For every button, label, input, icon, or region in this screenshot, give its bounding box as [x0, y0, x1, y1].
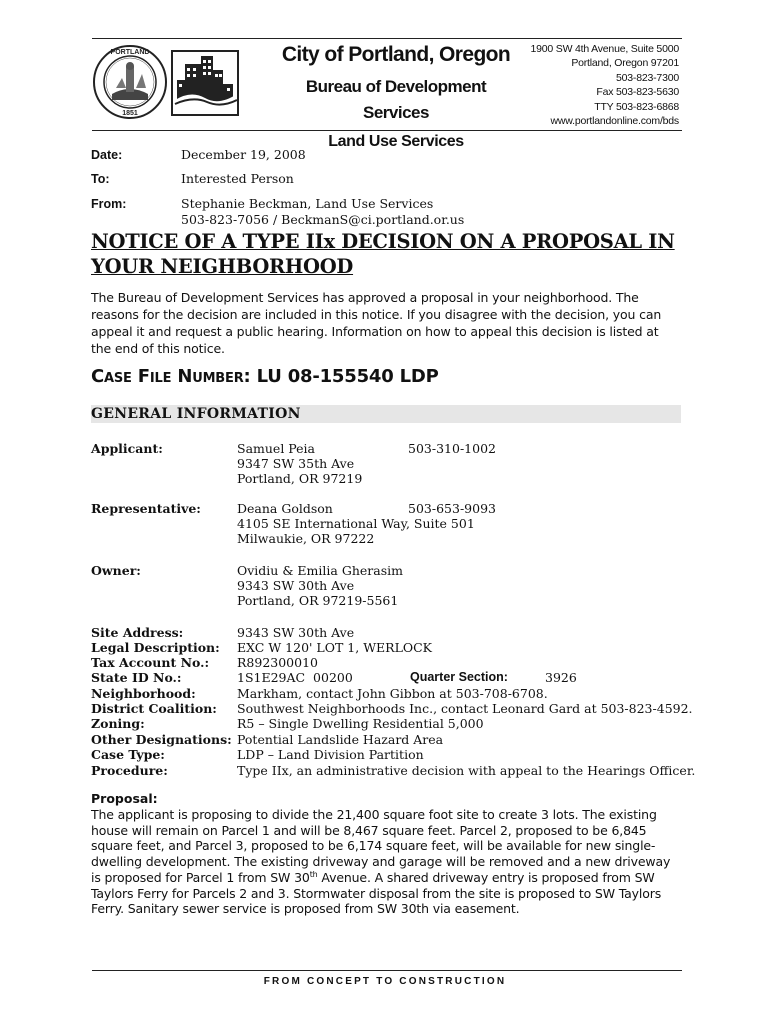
owner-label: Owner: [91, 563, 141, 578]
footer-rule [92, 970, 682, 971]
other-designations-value: Potential Landslide Hazard Area [237, 732, 444, 747]
division-title: Land Use Services [328, 133, 464, 150]
website-link[interactable]: www.portlandonline.com/bds [550, 115, 679, 128]
state-id-label: State ID No.: [91, 670, 182, 685]
case-file-number [91, 366, 439, 387]
representative-address-2: Milwaukie, OR 97222 [237, 531, 375, 546]
from-value-line1: Stephanie Beckman, Land Use Services [181, 196, 434, 211]
general-information-bar [91, 405, 681, 423]
fax-line: Fax 503-823-5630 [596, 86, 679, 99]
tax-account-label: Tax Account No.: [91, 655, 210, 670]
notice-title-line1: NOTICE OF A TYPE IIx DECISION ON A PROPOSAL IN [91, 230, 675, 253]
address-line-1: 1900 SW 4th Avenue, Suite 5000 [530, 43, 679, 55]
header-title-block [280, 40, 512, 154]
to-label: To: [91, 172, 110, 186]
general-information-heading: GENERAL INFORMATION [91, 406, 301, 422]
applicant-address-2: Portland, OR 97219 [237, 471, 363, 486]
district-coalition-value: Southwest Neighborhoods Inc., contact Leonard Gard at 503-823-4592. [237, 701, 693, 716]
legal-description-value: EXC W 120' LOT 1, WERLOCK [237, 640, 433, 655]
applicant-label: Applicant: [91, 441, 163, 456]
state-id-value: 1S1E29AC 00200 [237, 670, 353, 685]
applicant-address-1: 9347 SW 35th Ave [237, 456, 355, 471]
tty-line: TTY 503-823-6868 [594, 100, 679, 113]
site-address-label: Site Address: [91, 625, 184, 640]
district-coalition-label: District Coalition: [91, 701, 217, 716]
svg-text:1851: 1851 [122, 110, 138, 117]
neighborhood-label: Neighborhood: [91, 686, 196, 701]
procedure-value: Type IIx, an administrative decision with appeal to the Hearings Officer. [237, 763, 696, 778]
neighborhood-value: Markham, contact John Gibbon at 503-708-6708. [237, 686, 548, 701]
intro-paragraph: The Bureau of Development Services has approved a proposal in your neighborhood. The reasons for the decision are included in this notice. If you disagree with the decision, you can appeal it and request a public hearing. Information on how to appeal this decision is listed at the end of this notice. [91, 290, 662, 356]
applicant-name: Samuel Peia [237, 441, 315, 456]
representative-phone: 503-653-9093 [408, 501, 496, 516]
bureau-title: Bureau of Development Services [305, 77, 487, 122]
case-file-value: LU 08-155540 LDP [256, 366, 439, 387]
owner-name: Ovidiu & Emilia Gherasim [237, 563, 403, 578]
notice-title-line2: YOUR NEIGHBORHOOD [91, 255, 354, 278]
tax-account-value: R892300010 [237, 655, 318, 670]
date-label: Date: [91, 148, 123, 162]
to-value: Interested Person [181, 171, 294, 186]
representative-name: Deana Goldson [237, 501, 333, 516]
owner-address-2: Portland, OR 97219-5561 [237, 593, 399, 608]
phone-line: 503-823-7300 [616, 71, 679, 84]
zoning-label: Zoning: [91, 716, 145, 731]
representative-label: Representative: [91, 501, 201, 516]
case-file-label: Case File Number: [91, 366, 251, 387]
header-bottom-rule [92, 130, 682, 131]
case-type-value: LDP – Land Division Partition [237, 747, 424, 762]
bds-building-logo-icon [171, 50, 239, 116]
proposal-paragraph [91, 807, 683, 917]
address-line-2: Portland, Oregon 97201 [571, 57, 679, 70]
from-label: From: [91, 197, 127, 211]
legal-description-label: Legal Description: [91, 640, 220, 655]
svg-text:PORTLAND: PORTLAND [110, 49, 150, 56]
owner-address-1: 9343 SW 30th Ave [237, 578, 355, 593]
header-top-rule [92, 38, 682, 39]
proposal-superscript: th [309, 869, 318, 879]
contact-address-block [530, 42, 679, 128]
quarter-section-value: 3926 [545, 670, 577, 685]
zoning-value: R5 – Single Dwelling Residential 5,000 [237, 716, 484, 731]
proposal-text-b: Avenue. A shared driveway entry is proposed from SW Taylors Ferry for Parcels 2 and 3. Stormwater disposal from the site is proposed to SW Taylors Ferry. Sanitary sewer service is proposed from SW 30th via easement. [91, 869, 662, 917]
notice-title [91, 229, 691, 279]
case-type-label: Case Type: [91, 747, 165, 762]
proposal-heading: Proposal: [91, 791, 158, 806]
procedure-label: Procedure: [91, 763, 168, 778]
footer-tagline: FROM CONCEPT TO CONSTRUCTION [263, 976, 507, 987]
date-value: December 19, 2008 [181, 147, 306, 162]
site-address-value: 9343 SW 30th Ave [237, 625, 355, 640]
proposal-text-a: The applicant is proposing to divide the 21,400 square foot site to create 3 lots. The existing house will remain on Parcel 1 and will be 8,467 square feet. Parcel 2, proposed to be 6,845 square feet, and Parcel 3, proposed to be 6,174 square feet, will be available for new single-dwelling development. The existing driveway and garage will be removed and a new driveway is proposed for Parcel 1 from SW 30 [91, 807, 671, 885]
other-designations-label: Other Designations: [91, 732, 232, 747]
city-title: City of Portland, Oregon [281, 43, 511, 66]
representative-address-1: 4105 SE International Way, Suite 501 [237, 516, 475, 531]
city-seal-icon [92, 44, 168, 120]
quarter-section-label: Quarter Section: [410, 670, 508, 684]
from-value-line2: 503-823-7056 / BeckmanS@ci.portland.or.us [181, 212, 465, 227]
applicant-phone: 503-310-1002 [408, 441, 496, 456]
